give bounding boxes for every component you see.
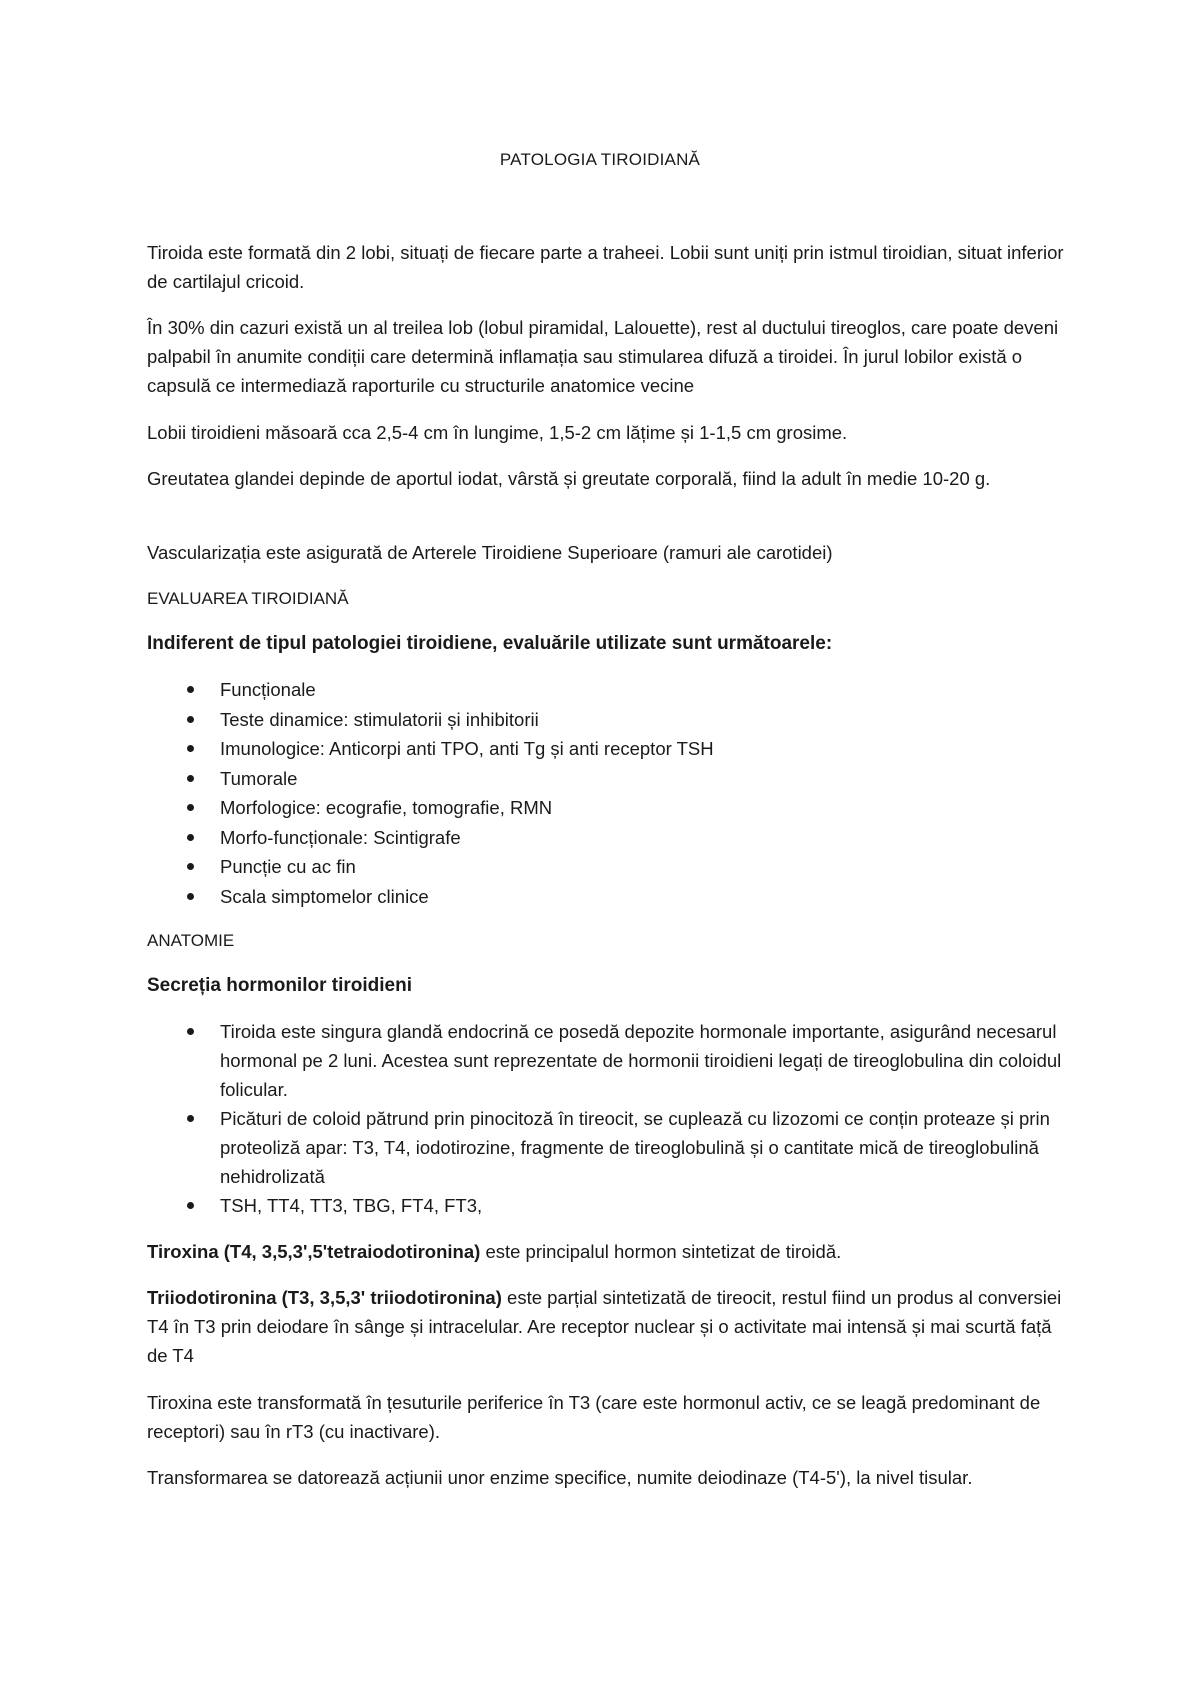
heading-indiferent: Indiferent de tipul patologiei tiroidiene, evaluările utilizate sunt următoarele:	[147, 633, 833, 654]
paragraph-triiodotironina: Triiodotironina (T3, 3,5,3' triiodotironina) este parțial sintetizată de tireocit, restul fiind un produs al conversiei T4 în T3 prin deiodare în sânge și intracelular. Are receptor nuclear și o activitate mai intensă și mai scurtă față de T4	[147, 1287, 1062, 1366]
list-item: Picături de coloid pătrund prin pinocitoză în tireocit, se cuplează cu lizozomi ce conțin proteaze și prin proteoliză apar: T3, T4, iodotirozine, fragmente de tireoglobulină și o cantitate mică de tireoglobulină nehidrolizată	[147, 1104, 1067, 1191]
list-item: Imunologice: Anticorpi anti TPO, anti Tg și anti receptor TSH	[147, 734, 1067, 764]
heading-evaluarea: EVALUAREA TIROIDIANĂ	[147, 589, 349, 608]
term-tiroxina: Tiroxina (T4, 3,5,3',5'tetraiodotironina)	[147, 1241, 481, 1262]
list-item: Morfo-funcționale: Scintigrafe	[147, 823, 1067, 853]
paragraph-greutate: Greutatea glandei depinde de aportul iodat, vârstă și greutate corporală, fiind la adult în medie 10-20 g.	[147, 468, 991, 489]
list-item: Morfologice: ecografie, tomografie, RMN	[147, 793, 1067, 823]
paragraph-lob-piramidal: În 30% din cazuri există un al treilea lob (lobul piramidal, Lalouette), rest al ductului tireoglos, care poate deveni palpabil în anumite condiții care determină inflamația sau stimularea difuză a tiroidei. În jurul lobilor există o capsulă ce intermediază raporturile cu structurile anatomice vecine	[147, 317, 1059, 396]
heading-anatomie: ANATOMIE	[147, 931, 235, 950]
list-item: Funcționale	[147, 675, 1067, 705]
list-item: Tumorale	[147, 764, 1067, 794]
list-secretia	[147, 1017, 1067, 1220]
list-item: Tiroida este singura glandă endocrină ce posedă depozite hormonale importante, asigurând necesarul hormonal pe 2 luni. Acestea sunt reprezentate de hormonii tiroidieni legați de tireoglobulina din coloidul folicular.	[147, 1017, 1067, 1104]
list-item: Teste dinamice: stimulatorii și inhibitorii	[147, 705, 1067, 735]
list-item: Puncție cu ac fin	[147, 852, 1067, 882]
term-triiodotironina: Triiodotironina (T3, 3,5,3' triiodotironina)	[147, 1287, 502, 1308]
paragraph-deiodinaze: Transformarea se datorează acțiunii unor enzime specifice, numite deiodinaze (T4-5'), la nivel tisular.	[147, 1467, 973, 1488]
list-item: Scala simptomelor clinice	[147, 882, 1067, 912]
paragraph-lobi: Tiroida este formată din 2 lobi, situați de fiecare parte a traheei. Lobii sunt uniți prin istmul tiroidian, situat inferior de cartilajul cricoid.	[147, 242, 1064, 292]
list-evaluari	[147, 675, 1067, 911]
heading-secretia: Secreția hormonilor tiroidieni	[147, 975, 412, 996]
page-title: PATOLOGIA TIROIDIANĂ	[499, 150, 701, 169]
list-item: TSH, TT4, TT3, TBG, FT4, FT3,	[147, 1191, 1067, 1220]
paragraph-dimensiuni: Lobii tiroidieni măsoară cca 2,5-4 cm în lungime, 1,5-2 cm lățime și 1-1,5 cm grosime.	[147, 422, 848, 443]
paragraph-transformare-periferica: Tiroxina este transformată în țesuturile periferice în T3 (care este hormonul activ, ce se leagă predominant de receptori) sau în rT3 (cu inactivare).	[147, 1392, 1041, 1442]
paragraph-tiroxina: Tiroxina (T4, 3,5,3',5'tetraiodotironina) este principalul hormon sintetizat de tiroidă.	[147, 1241, 842, 1262]
paragraph-vascularizatie: Vascularizația este asigurată de Arterele Tiroidiene Superioare (ramuri ale carotidei)	[147, 542, 833, 563]
